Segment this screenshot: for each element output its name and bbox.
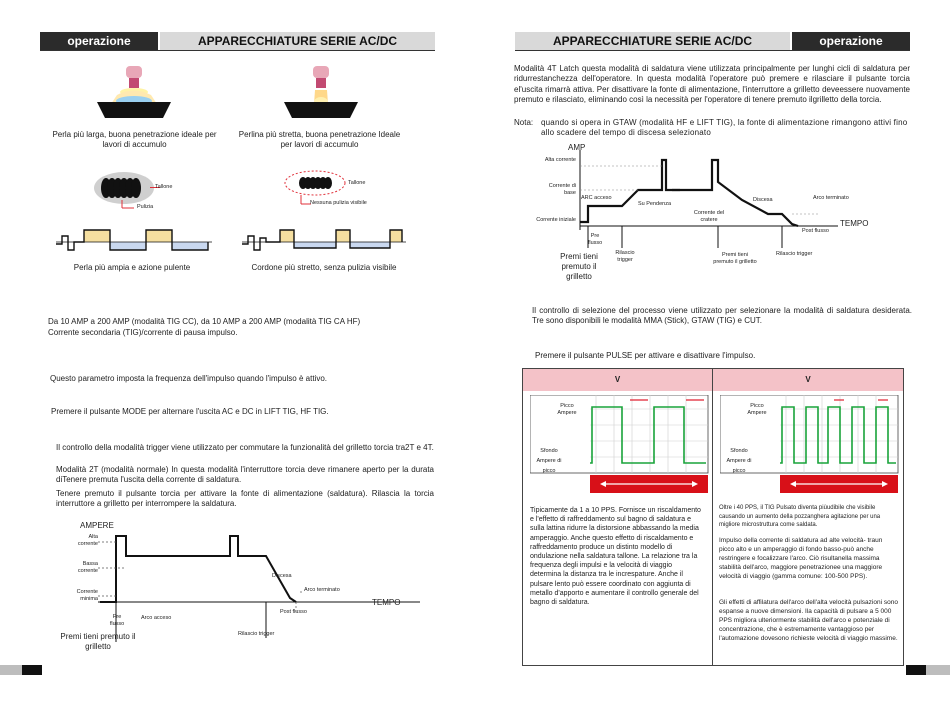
left-header-title: APPARECCHIATURE SERIE AC/DC	[160, 32, 435, 50]
right-header-rule	[515, 50, 910, 51]
para-mode-button: Premere il pulsante MODE per alternare l'uscita AC e DC in LIFT TIG, HF TIG.	[51, 407, 329, 416]
bead-wide-label-pulizia: Pulizia	[137, 204, 154, 210]
diagram-4t-alta: Alta corrente	[544, 157, 576, 163]
para-process-selection: Il controllo di selezione del processo viene utilizzato per selezionare la modalità di saldatura desiderata. Tre sono disponibili le modalità MMA (Stick), GTAW (TIG) e CUT.	[532, 306, 912, 325]
diagram-4t-rilascio-1: Rilascio trigger	[615, 250, 635, 263]
para-2t-mode: Modalità 2T (modalità normale) In questa modalità l'interruttore torcia deve rimanere aperto per la durata diTenere premuta l'uscita della corrente di saldatura.	[56, 465, 434, 484]
torch-narrow-caption: Perlina più stretta, buona penetrazione Ideale per lavori di accumulo	[238, 130, 401, 149]
pulse-slow-sfondo: Sfondo Ampere di picco	[536, 448, 562, 474]
para-pulse-button: Premere il pulsante PULSE per attivare e disattivare l'impulso.	[535, 351, 756, 360]
bead-narrow-label-tallone: Tallone	[348, 180, 366, 186]
para-pulse-frequency: Questo parametro imposta la frequenza dell'impulso quando l'impulso è attivo.	[50, 374, 327, 383]
diagram-2t-ylabel: AMPERE	[80, 521, 114, 530]
diagram-2t-alta: Alta corrente	[77, 534, 98, 547]
note-text: quando si opera in GTAW (modalità HF e LIFT TIG), la fonte di alimentazione rimangono attivi fino allo scadere del tempo di discesa selezionato	[541, 118, 908, 137]
diagram-4t-premi-1: Premi tieni premuto il grilletto	[560, 252, 598, 281]
right-page-corner-dark	[906, 665, 926, 675]
torch-wide-illustration	[95, 62, 175, 124]
diagram-2t-minima: Corrente minima	[76, 589, 98, 602]
pulse-fast-picco: Picco Ampere	[747, 403, 767, 416]
diagram-4t-discesa: Discesa	[753, 197, 773, 203]
diagram-2t-discesa: Discesa	[272, 573, 292, 579]
para-secondary-current: Corrente secondaria (TIG)/corrente di pausa impulso.	[48, 328, 238, 337]
diagram-4t-xlabel: TEMPO	[840, 219, 869, 228]
para-4t-mode: Modalità 4T Latch questa modalità di saldatura viene utilizzata principalmente per lunghi cicli di saldatura per ridurrestanchezza dell'operatore. In questa modalità l'operatore può premere e rilasciare il pulsante torcia el'uscita rimarrà attiva. Per disattivare la fonte di alimentazione, l'interruttore a grilletto deveessere nuovamente premuto e rilasciato, eliminando così la necessità per l'operatore di tenere premuto ilgrilletto della torcia.	[514, 64, 910, 104]
diagram-2t-post: Post flusso	[280, 609, 307, 615]
diagram-2t-pre: Pre flusso	[109, 614, 125, 627]
bead-narrow-label-pulizia: Nessuna pulizia visibile	[310, 200, 367, 206]
pulse-col2-header: V	[805, 375, 811, 384]
note-prefix: Nota:	[514, 118, 534, 127]
pulse-fast-description-a: Oltre i 40 PPS, il TIG Pulsato diventa piùudibile che visibile causando un aumento della pozzanghera agitazione per una migliore microstruttura come saldata.	[719, 505, 881, 529]
right-header-title: APPARECCHIATURE SERIE AC/DC	[515, 32, 790, 50]
pulse-fast-sfondo: Sfondo Ampere di picco	[726, 448, 752, 474]
torch-wide-caption: Perla più larga, buona penetrazione ideale per lavori di accumulo	[52, 130, 217, 149]
pulse-slow-description: Tipicamente da 1 a 10 PPS. Fornisce un riscaldamento e l'effetto di raffreddamento sul bagno di saldatura e sulla lattina ridurre la distorsione abbassando la media amperaggio. Anche questo effetto di riscaldamento e raffreddamento produce un distinto modello di ondulazione nella saldatura tallone. La relazione tra la frequenza degli impulsi e la velocità di viaggio determina la distanza tra le increspature. Anche il pulsare lento può essere coordinato con aggiunta di metallo d'apporto e aumentare il controllo generale del bagno di saldatura.	[530, 507, 701, 607]
diagram-4t-arco-terminato: Arco terminato	[813, 195, 849, 201]
diagram-4t-post: Post flusso	[802, 228, 829, 234]
pulse-table-divider	[712, 368, 713, 666]
diagram-4t-ylabel: AMP	[568, 143, 586, 152]
diagram-2t-premi: Premi tieni premuto il grilletto	[60, 632, 136, 651]
diagram-2t-arco-terminato: Arco terminato	[304, 587, 340, 593]
diagram-2t-arco-acceso: Arco acceso	[141, 615, 172, 621]
diagram-2t-rilascio: Rilascio trigger	[238, 631, 275, 637]
para-current-range: Da 10 AMP a 200 AMP (modalità TIG CC), da 10 AMP a 200 AMP (modalità TIG CA HF)	[48, 317, 361, 326]
pulse-fast-description-b: Impulso della corrente di saldatura ad alte velocità- traun picco alto e un amperaggio di fondo basso-può anche restringere e focalizzare l'arco. Ciò risultanella massima stabilità dell'arco, maggiore penetrazionee una maggiore velocità di viaggio (gamma comune: 100-500 PPS).	[719, 537, 883, 580]
para-trigger-control: Il controllo della modalità trigger viene utilizzato per commutare la funzionalità del grilletto torcia tra2T e 4T.	[56, 443, 434, 452]
diagram-4t-base: Corrente di base	[548, 183, 576, 196]
diagram-4t-cratere: Corrente del cratere	[693, 210, 725, 223]
right-header-tab: operazione	[792, 32, 910, 50]
diagram-2t-xlabel: TEMPO	[372, 598, 401, 607]
diagram-2t-bassa: Bassa corrente	[77, 561, 98, 574]
pulse-fast-description-c: Gli effetti di affilatura dell'arco dell'alta velocità pulsazioni sono espanse a nuove dimensioni. Ila capacità di pulsare a 5 000 PPS migliora ulteriormente stabilità dell'arco e potenziale di concentrazione, che è estremamente vantaggioso per l'automazione dovesono richieste velocità di viaggio massime.	[719, 599, 898, 642]
para-hold-trigger: Tenere premuto il pulsante torcia per attivare la fonte di alimentazione (saldatura). Rilascia la torcia interruttore a grilletto per interrompere la saldatura.	[56, 489, 434, 508]
pulse-col1-header: V	[614, 375, 621, 384]
left-page-corner-dark	[22, 665, 42, 675]
waveform-narrow-caption: Cordone più stretto, senza pulizia visibile	[251, 263, 397, 272]
bead-wide-label-tallone: Tallone	[155, 184, 173, 190]
diagram-4t-iniziale: Corrente iniziale	[536, 217, 576, 223]
waveform-wide	[54, 224, 214, 260]
diagram-4t-arc: ARC acceso	[581, 195, 612, 201]
left-header-tab: operazione	[40, 32, 158, 50]
waveform-wide-caption: Perla più ampia e azione pulente	[73, 263, 191, 272]
diagram-4t-pendenza: Su Pendenza	[638, 201, 672, 207]
diagram-4t-pre: Pre flusso	[587, 233, 603, 246]
left-header-rule	[40, 50, 435, 51]
diagram-4t-premi-2: Premi tieni premuto il grilletto	[713, 252, 757, 265]
diagram-4t-rilascio-2: Rilascio trigger	[776, 251, 813, 257]
waveform-narrow	[240, 224, 410, 260]
pulse-slow-picco: Picco Ampere	[557, 403, 577, 416]
torch-narrow-illustration	[282, 62, 362, 124]
